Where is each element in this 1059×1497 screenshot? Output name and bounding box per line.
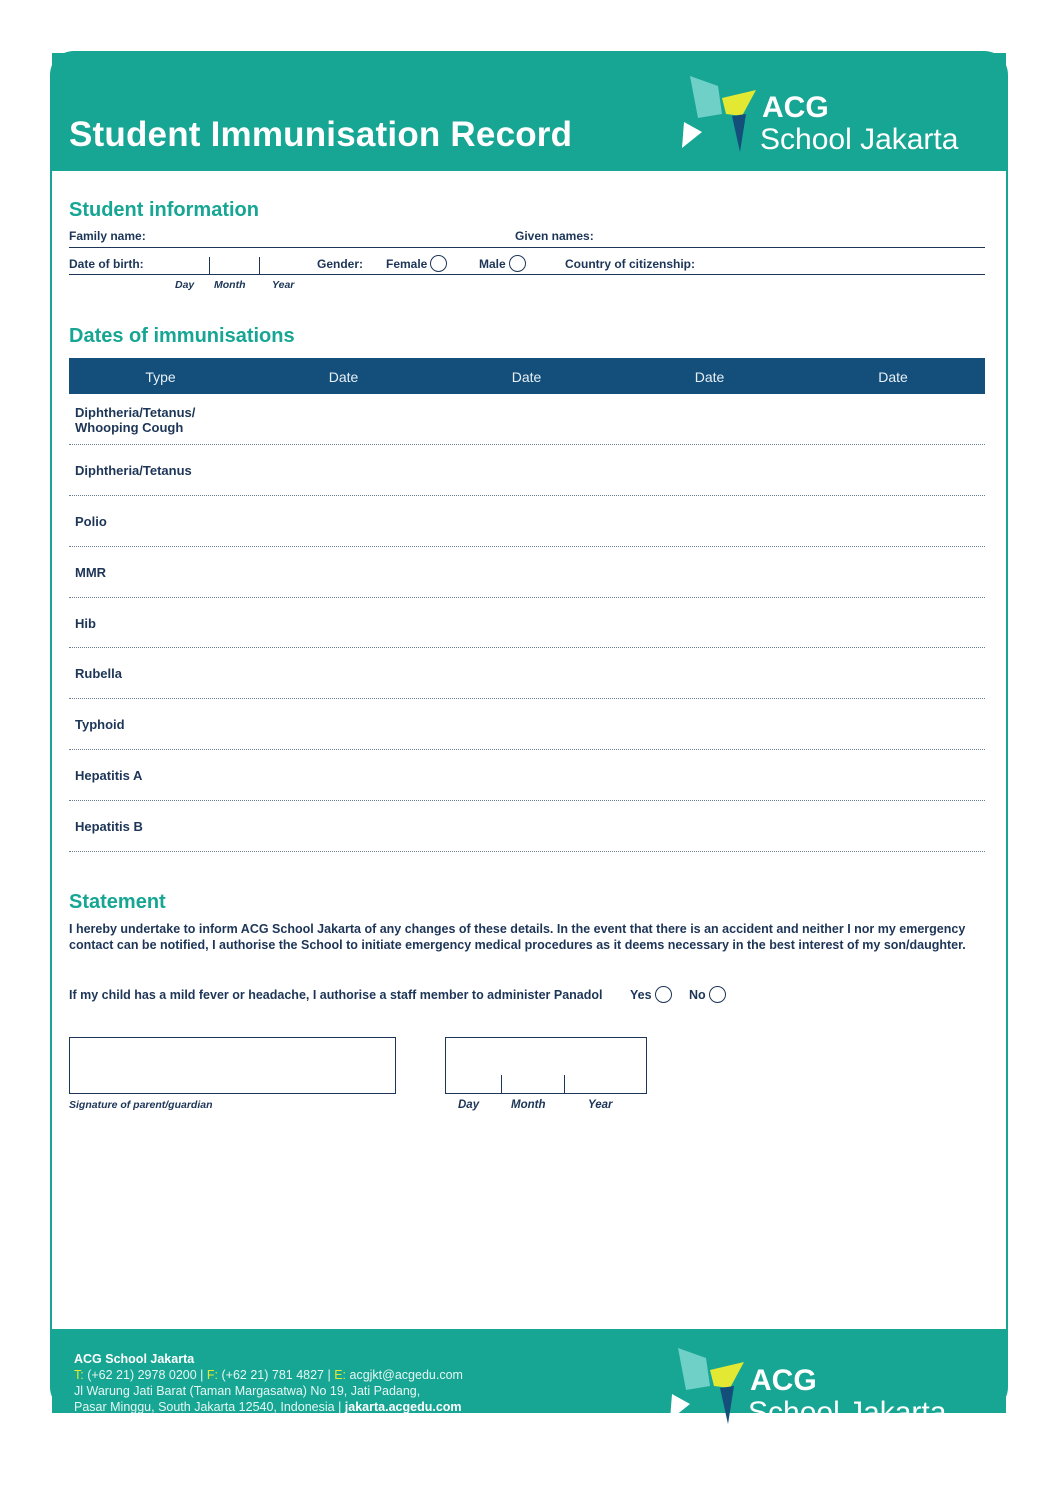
female-label: Female — [386, 257, 428, 271]
no-radio-icon[interactable] — [709, 986, 726, 1003]
school-logo — [680, 74, 990, 156]
signature-box[interactable] — [69, 1037, 396, 1094]
col-header-type: Type — [145, 369, 176, 385]
no-label: No — [689, 988, 706, 1002]
row-type-label: Hib — [75, 616, 96, 631]
immunisation-table-header — [69, 358, 985, 394]
footer-logo-school-text: School Jakarta — [748, 1396, 947, 1429]
date-divider-month — [564, 1075, 565, 1094]
given-names-label: Given names: — [515, 229, 594, 243]
col-header-date-1: Date — [328, 369, 359, 385]
col-header-date-3: Date — [694, 369, 725, 385]
male-radio-icon[interactable] — [509, 255, 526, 272]
footer-address-1: Jl Warung Jati Barat (Taman Margasatwa) No 19, Jati Padang, — [74, 1384, 421, 1398]
col-header-date-4: Date — [878, 369, 908, 385]
footer-phone: (+62 21) 2978 0200 — [87, 1368, 197, 1382]
table-row[interactable] — [69, 750, 985, 801]
dob-divider-month — [259, 257, 260, 274]
footer-school-name: ACG School Jakarta — [74, 1352, 195, 1366]
row-type-label: Diphtheria/Tetanus/ Whooping Cough — [75, 405, 196, 435]
logo-mark-icon — [680, 74, 760, 156]
dob-year-label: Year — [272, 279, 295, 291]
footer-website-link[interactable]: jakarta.acgedu.com — [344, 1400, 462, 1414]
table-row[interactable] — [69, 547, 985, 598]
student-info-heading: Student information — [69, 199, 259, 221]
row-type-label: Hepatitis B — [75, 819, 143, 834]
row-type-label: Polio — [75, 514, 107, 529]
footer-address-2: Pasar Minggu, South Jakarta 12540, Indonesia | jakarta.acgedu.com — [74, 1400, 462, 1414]
page-title: Student Immunisation Record — [69, 115, 573, 154]
yes-option[interactable] — [630, 988, 672, 1002]
table-row[interactable] — [69, 496, 985, 547]
family-name-field[interactable] — [69, 247, 985, 248]
yes-label: Yes — [629, 988, 652, 1002]
row-type-label: Hepatitis A — [75, 768, 143, 783]
logo-acg-text: ACG — [762, 91, 829, 124]
row-type-label: MMR — [75, 565, 107, 580]
immunisations-heading: Dates of immunisations — [69, 325, 295, 347]
statement-text: I hereby undertake to inform ACG School Jakarta of any changes of these details. In the event that there is an accident and neither I nor my emergency contact can be notified, I authorise the School to initiate emergency medical procedures as it deems necessary in the best interest of my son/daughter. — [69, 922, 966, 952]
table-row[interactable] — [69, 699, 985, 750]
table-row[interactable] — [69, 801, 985, 852]
male-label: Male — [479, 257, 506, 271]
footer-fax: (+62 21) 781 4827 — [221, 1368, 324, 1382]
footer-logo-acg-text: ACG — [750, 1364, 817, 1397]
gender-label: Gender: — [317, 257, 364, 271]
footer-contact: T: (+62 21) 2978 0200 | F: (+62 21) 781 4827 | E: acgjkt@acgedu.com — [74, 1368, 463, 1382]
signature-date-box[interactable] — [445, 1037, 647, 1094]
form-card — [50, 51, 1008, 1429]
date-month-label: Month — [511, 1099, 546, 1111]
statement-heading: Statement — [69, 891, 166, 913]
signature-label: Signature of parent/guardian — [69, 1099, 213, 1111]
table-row[interactable] — [69, 445, 985, 496]
header-banner — [52, 53, 1006, 171]
logo-school-text: School Jakarta — [760, 123, 959, 156]
dob-field-line[interactable] — [69, 274, 985, 275]
table-row[interactable] — [69, 648, 985, 699]
footer-email[interactable]: acgjkt@acgedu.com — [349, 1368, 463, 1382]
female-radio-icon[interactable] — [430, 255, 447, 272]
row-type-label: Diphtheria/Tetanus — [75, 463, 192, 478]
family-name-label: Family name: — [69, 229, 146, 243]
female-option[interactable] — [386, 255, 447, 272]
yes-radio-icon[interactable] — [655, 986, 672, 1003]
panadol-text: If my child has a mild fever or headache, I authorise a staff member to administer Panadol — [69, 988, 603, 1002]
footer-logo — [668, 1346, 988, 1428]
no-option[interactable] — [689, 988, 726, 1002]
date-day-label: Day — [458, 1099, 480, 1111]
panadol-consent — [69, 986, 726, 1003]
dob-month-label: Month — [214, 279, 246, 291]
row-type-label: Rubella — [75, 666, 122, 681]
dob-divider-day — [209, 257, 210, 274]
date-year-label: Year — [588, 1099, 613, 1111]
dob-label: Date of birth: — [69, 257, 144, 271]
citizenship-label: Country of citizenship: — [565, 257, 695, 271]
table-row[interactable] — [69, 598, 985, 648]
dob-day-label: Day — [175, 279, 195, 291]
table-row[interactable] — [69, 394, 985, 445]
male-option[interactable] — [479, 255, 526, 272]
footer-logo-mark-icon — [668, 1346, 748, 1428]
date-divider-day — [501, 1075, 502, 1094]
col-header-date-2: Date — [511, 369, 542, 385]
row-type-label: Typhoid — [75, 717, 125, 732]
